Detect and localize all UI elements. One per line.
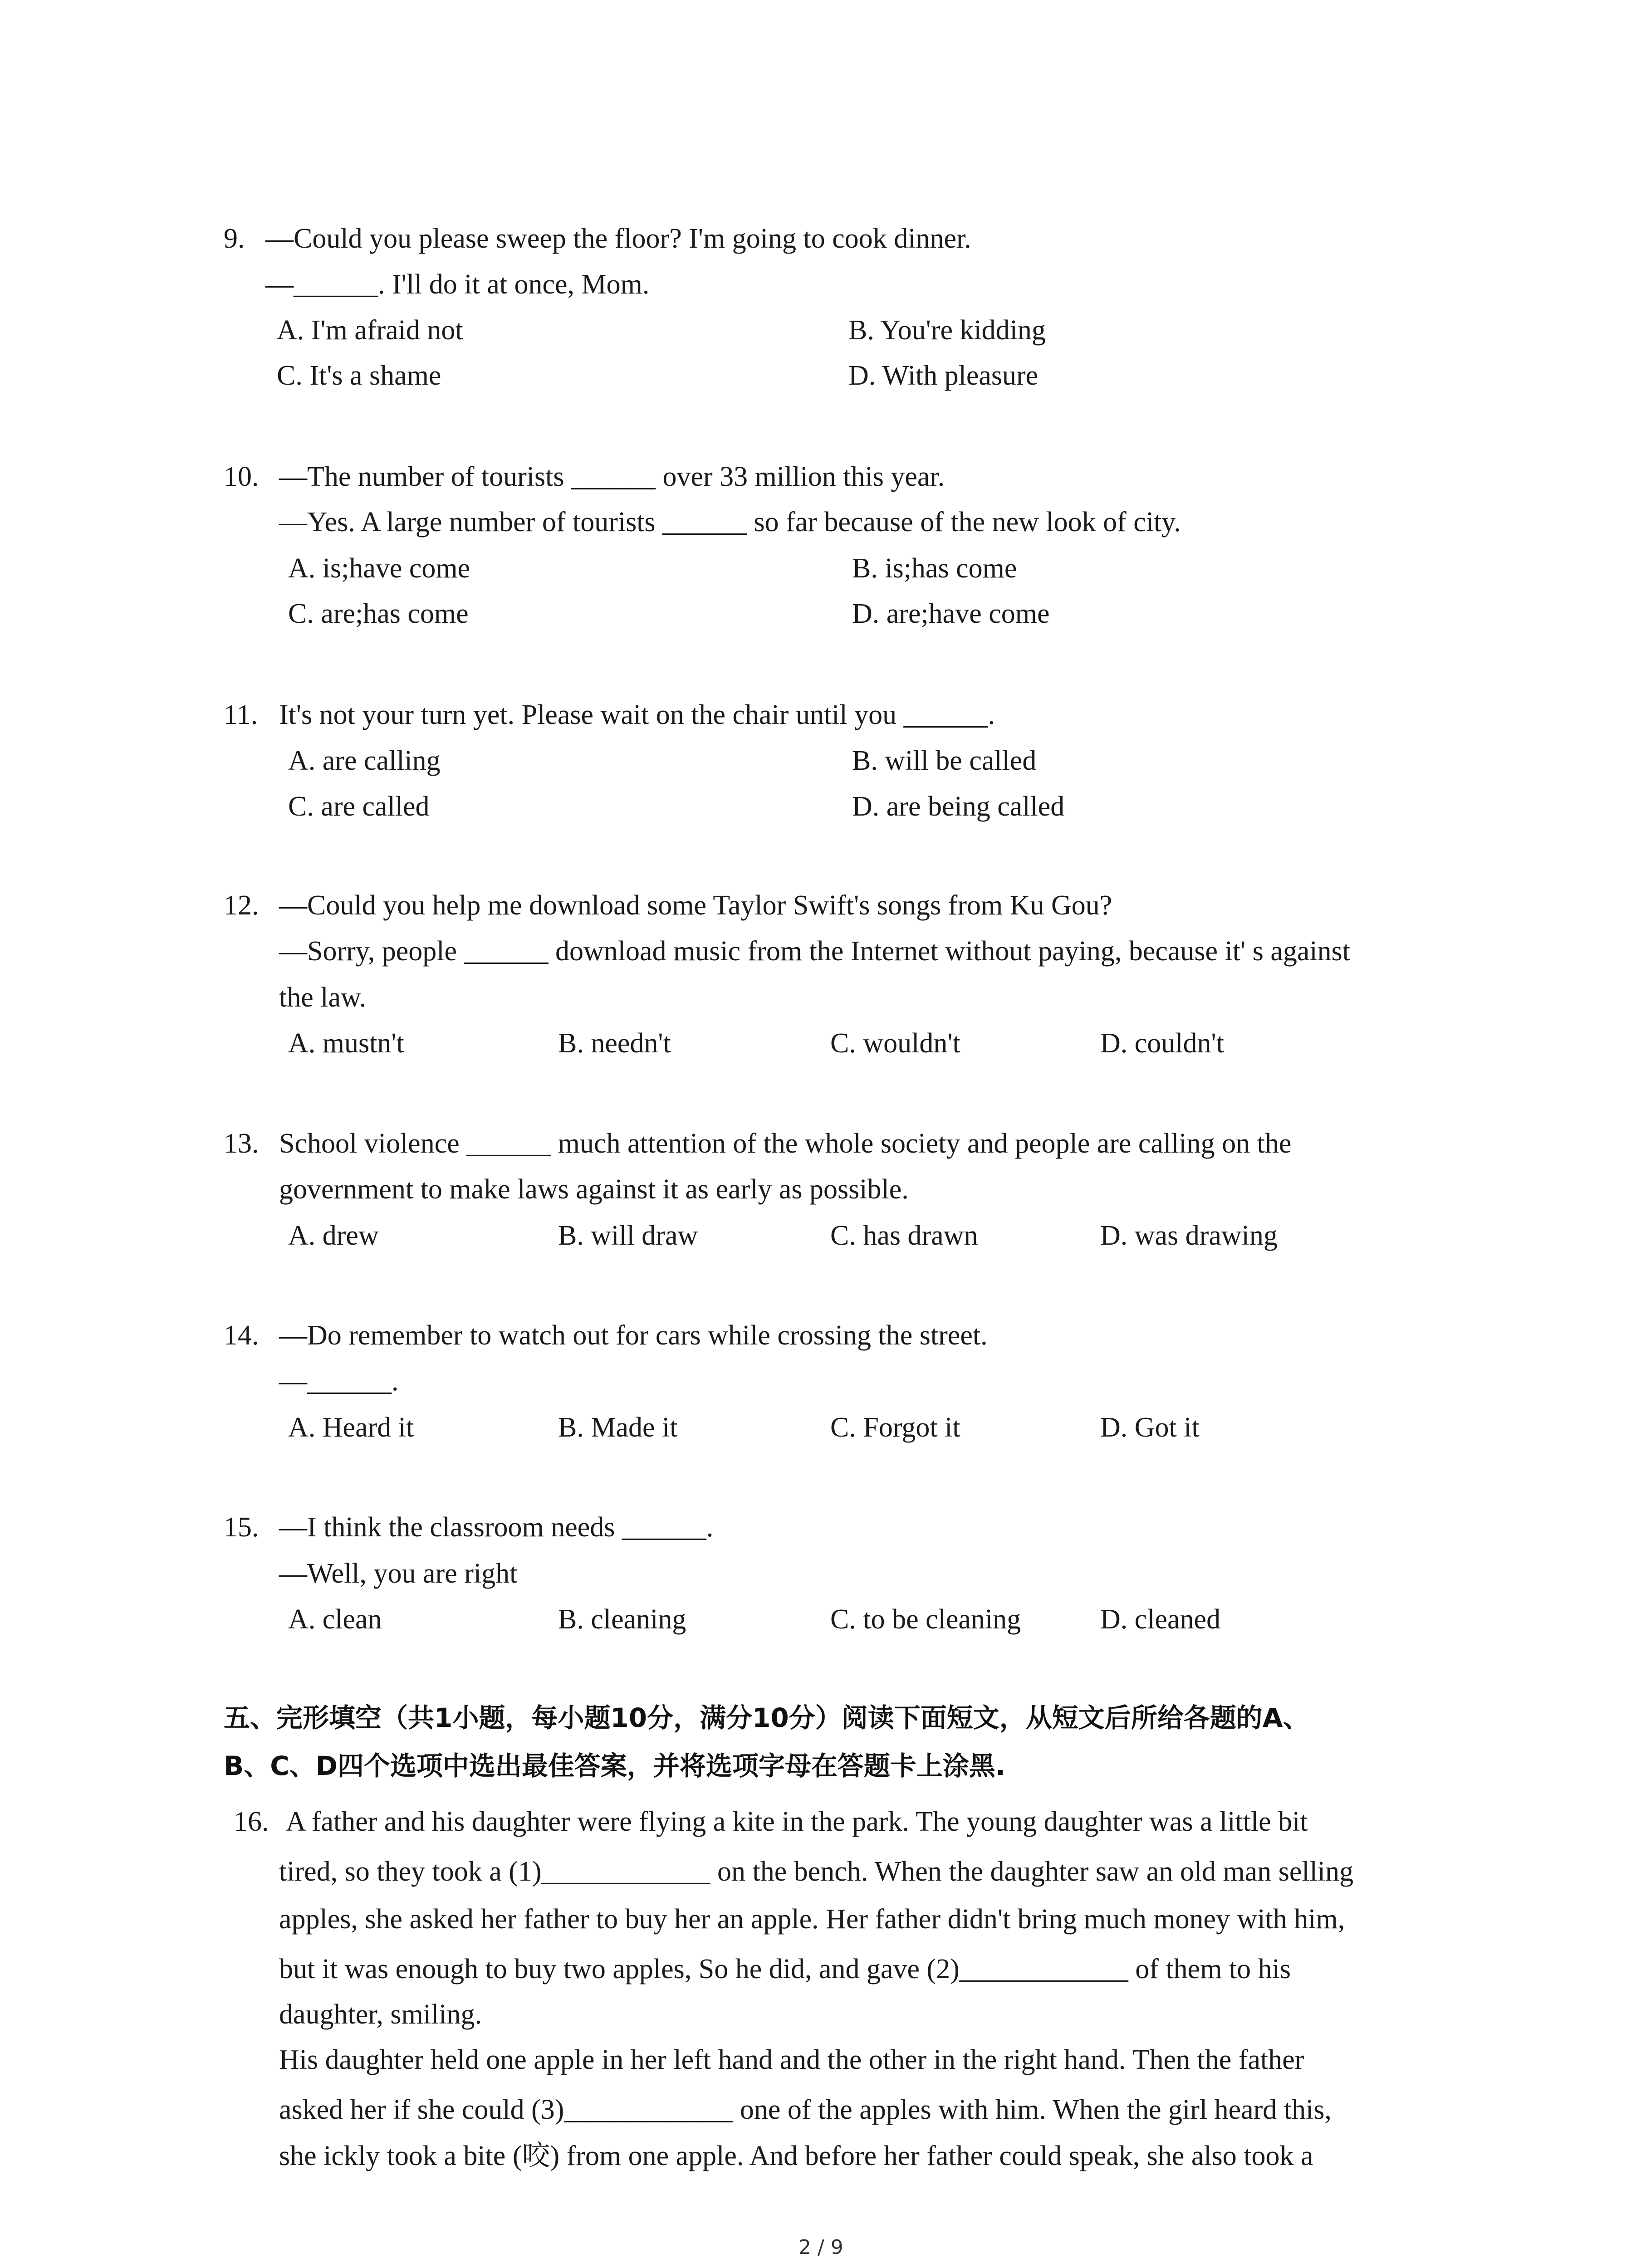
section-heading-line-2: B、C、D四个选项中选出最佳答案，并将选项字母在答题卡上涂黑. (224, 1750, 1005, 1781)
section-heading-line-1: 五、完形填空（共1小题，每小题10分，满分10分）阅读下面短文，从短文后所给各题的A、 (224, 1702, 1309, 1733)
question-10-option-a: A. is;have come (288, 553, 470, 584)
question-10-number: 10. (224, 461, 259, 492)
passage-line-1: A father and his daughter were flying a kite in the park. The young daughter was a little bit (286, 1806, 1308, 1837)
question-13-option-c: C. has drawn (830, 1220, 978, 1251)
question-12-reply-line-2: the law. (279, 982, 367, 1013)
passage-line-6: His daughter held one apple in her left hand and the other in the right hand. Then the father (279, 2044, 1304, 2075)
question-12-number: 12. (224, 890, 259, 921)
question-9-number: 9. (224, 223, 245, 254)
question-15-option-b: B. cleaning (558, 1604, 686, 1635)
question-13-option-d: D. was drawing (1100, 1220, 1278, 1251)
page-number: 2 / 9 (798, 2236, 843, 2259)
question-10-stem: —The number of tourists ______ over 33 million this year. (279, 461, 945, 492)
question-15-stem: —I think the classroom needs ______. (279, 1512, 714, 1543)
question-12-option-b: B. needn't (558, 1028, 671, 1059)
question-14-option-c: C. Forgot it (830, 1412, 960, 1443)
passage-line-2: tired, so they took a (1)____________ on the bench. When the daughter saw an old man selling (279, 1856, 1354, 1887)
question-12-option-c: C. wouldn't (830, 1028, 960, 1059)
question-11-option-d: D. are being called (852, 791, 1065, 822)
question-9-stem: —Could you please sweep the floor? I'm going to cook dinner. (265, 223, 971, 254)
question-15-option-c: C. to be cleaning (830, 1604, 1021, 1635)
question-14-option-b: B. Made it (558, 1412, 678, 1443)
question-11-option-c: C. are called (288, 791, 430, 822)
passage-number: 16. (234, 1806, 269, 1837)
question-11-option-a: A. are calling (288, 745, 441, 776)
question-13-option-a: A. drew (288, 1220, 379, 1251)
passage-line-5: daughter, smiling. (279, 1999, 482, 2030)
question-13-option-b: B. will draw (558, 1220, 698, 1251)
question-13-stem-line-2: government to make laws against it as early as possible. (279, 1174, 909, 1205)
passage-line-4: but it was enough to buy two apples, So he did, and gave (2)____________ of them to his (279, 1954, 1291, 1984)
question-10-option-d: D. are;have come (852, 598, 1050, 629)
question-12-stem: —Could you help me download some Taylor Swift's songs from Ku Gou? (279, 890, 1112, 921)
question-14-stem: —Do remember to watch out for cars while crossing the street. (279, 1320, 988, 1351)
question-9-option-a: A. I'm afraid not (277, 315, 463, 346)
question-14-option-a: A. Heard it (288, 1412, 414, 1443)
passage-line-8: she ickly took a bite (咬) from one apple. And before her father could speak, she also took a (279, 2141, 1313, 2171)
question-9-reply: —______. I'll do it at once, Mom. (265, 269, 650, 300)
question-12-option-a: A. mustn't (288, 1028, 404, 1059)
question-12-reply-line-1: —Sorry, people ______ download music from the Internet without paying, because it' s against (279, 936, 1350, 967)
question-12-option-d: D. couldn't (1100, 1028, 1224, 1059)
question-15-reply: —Well, you are right (279, 1558, 518, 1589)
question-15-number: 15. (224, 1512, 259, 1543)
question-10-option-b: B. is;has come (852, 553, 1017, 584)
question-11-number: 11. (224, 699, 258, 730)
question-10-option-c: C. are;has come (288, 598, 469, 629)
question-10-reply: —Yes. A large number of tourists ______ so far because of the new look of city. (279, 507, 1181, 538)
passage-line-3: apples, she asked her father to buy her an apple. Her father didn't bring much money with him, (279, 1904, 1345, 1935)
question-14-number: 14. (224, 1320, 259, 1351)
question-9-option-d: D. With pleasure (848, 360, 1038, 391)
question-15-option-d: D. cleaned (1100, 1604, 1221, 1635)
question-9-option-c: C. It's a shame (277, 360, 441, 391)
question-14-reply: —______. (279, 1366, 399, 1397)
question-9-option-b: B. You're kidding (848, 315, 1046, 346)
question-14-option-d: D. Got it (1100, 1412, 1200, 1443)
question-11-stem: It's not your turn yet. Please wait on the chair until you ______. (279, 699, 995, 730)
question-11-option-b: B. will be called (852, 745, 1037, 776)
question-13-stem-line-1: School violence ______ much attention of the whole society and people are calling on the (279, 1128, 1292, 1159)
question-13-number: 13. (224, 1128, 259, 1159)
question-15-option-a: A. clean (288, 1604, 382, 1635)
passage-line-7: asked her if she could (3)____________ one of the apples with him. When the girl heard this, (279, 2094, 1332, 2125)
